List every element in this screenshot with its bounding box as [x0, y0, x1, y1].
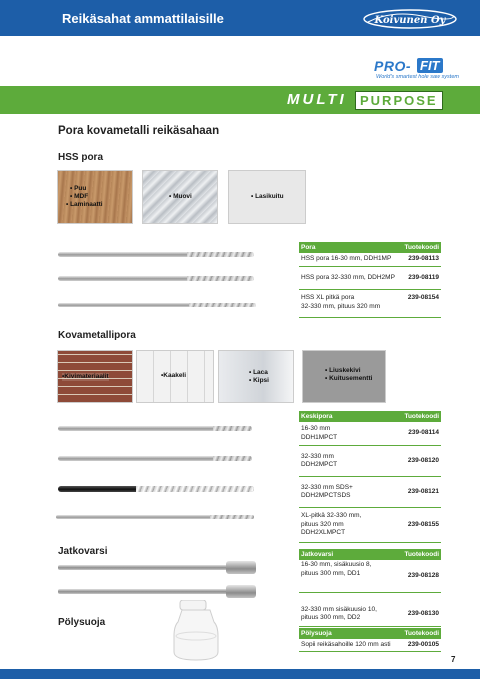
photo-label: • Kuitusementti	[325, 375, 373, 382]
page-title: Pora kovametalli reikäsahaan	[58, 125, 220, 137]
profit-fit: FIT	[417, 58, 443, 73]
row-code: 239-00105	[400, 639, 441, 652]
photo-label: • MDF	[70, 193, 89, 200]
row-code: 239-08119	[401, 267, 441, 290]
plastic-photo	[142, 170, 218, 224]
row-desc: Sopii reikäsahoille 120 mm asti	[299, 639, 400, 652]
photo-label: • Kipsi	[249, 377, 269, 384]
row-code: 239-08120	[388, 446, 441, 477]
hss-drill-bit	[58, 252, 254, 257]
table-row	[299, 593, 441, 627]
row-desc: 32-330 mm, pituus 320 mm	[301, 302, 381, 310]
table-row	[299, 290, 441, 318]
photo-label: •Kivimateriaalit	[62, 373, 109, 380]
table-row	[299, 560, 441, 593]
table-row	[299, 477, 441, 508]
footer-bar	[0, 669, 480, 679]
carbide-table	[299, 411, 441, 543]
hss-drill-bit	[58, 276, 254, 281]
brick-photo	[57, 350, 133, 403]
table-row	[299, 422, 441, 446]
dust-heading: Pölysuoja	[58, 617, 106, 628]
dust-shield-image	[168, 600, 224, 662]
profit-logo	[374, 58, 459, 82]
row-desc: 16-30 mm	[301, 425, 331, 432]
row-desc: pituus 300 mm, DD2	[301, 614, 361, 621]
photo-label: • Lasikuitu	[251, 193, 284, 200]
fiberglass-photo	[228, 170, 306, 224]
photo-label: • Muovi	[169, 193, 192, 200]
extension-rod	[58, 589, 254, 594]
tile-photo	[136, 350, 214, 403]
row-code: 239-08113	[401, 253, 441, 267]
row-desc: pituus 300 mm, DD1	[301, 569, 361, 577]
extension-rod	[58, 565, 254, 570]
wood-photo	[57, 170, 133, 224]
row-code: 239-08114	[388, 422, 441, 446]
row-desc: 16-30 mm, sisäkuusio 8,	[301, 561, 372, 568]
photo-label: • Puu	[70, 185, 87, 192]
table-row	[299, 508, 441, 543]
plaster-photo	[218, 350, 294, 403]
header-bar	[0, 0, 480, 36]
row-desc: 32-330 mm	[301, 452, 334, 460]
table-row	[299, 253, 441, 267]
row-code: 239-08121	[388, 477, 441, 508]
photo-label: • Laca	[249, 369, 268, 376]
col-header: Tuotekoodi	[401, 242, 441, 253]
row-desc: 32-330 mm sisäkuusio 10,	[301, 605, 377, 613]
sds-drill-bit	[58, 486, 254, 492]
multipurpose-band	[0, 86, 480, 114]
page-number: 7	[451, 655, 456, 664]
col-header: Tuotekoodi	[395, 549, 441, 560]
row-code: 239-08130	[395, 593, 441, 627]
col-header: Pora	[299, 242, 401, 253]
carbide-heading: Kovametallipora	[58, 330, 136, 341]
table-row	[299, 639, 441, 652]
xl-carbide-drill-bit	[56, 515, 254, 519]
profit-pro: PRO-	[374, 58, 411, 74]
band-purpose: PURPOSE	[355, 91, 443, 110]
dust-table	[299, 628, 441, 652]
col-header: Tuotekoodi	[400, 628, 441, 639]
row-desc: pituus 320 mm	[301, 520, 344, 528]
row-desc: DDH1MPCT	[301, 433, 338, 441]
row-desc: HSS XL pitkä pora	[301, 294, 355, 301]
row-code: 239-08154	[401, 290, 441, 318]
row-desc: 32-330 mm SDS+	[301, 483, 353, 491]
header-title: Reikäsahat ammattilaisille	[62, 11, 224, 26]
extension-heading: Jatkovarsi	[58, 546, 108, 557]
slate-photo	[302, 350, 386, 403]
photo-label: •Kaakeli	[161, 372, 187, 379]
band-multi: MULTI	[287, 91, 347, 108]
row-desc: HSS pora 16-30 mm, DDH1MP	[299, 253, 401, 267]
svg-text:Koivunen Oy: Koivunen Oy	[374, 15, 446, 26]
col-header: Tuotekoodi	[388, 411, 441, 422]
row-desc: DDH2MPCTSDS	[301, 492, 351, 499]
row-desc: DDH2XLMPCT	[301, 529, 346, 537]
hss-table	[299, 242, 441, 318]
col-header: Keskipora	[299, 411, 388, 422]
row-desc: DDH2MPCT	[301, 461, 338, 468]
photo-label: • Laminaatti	[66, 201, 103, 208]
hss-xl-drill-bit	[58, 303, 256, 307]
col-header: Pölysuoja	[299, 628, 400, 639]
carbide-drill-bit	[58, 456, 252, 461]
extension-table	[299, 549, 441, 627]
col-header: Jatkovarsi	[299, 549, 395, 560]
row-desc: XL-pitkä 32-330 mm,	[301, 512, 362, 520]
row-code: 239-08155	[388, 508, 441, 543]
row-desc: HSS pora 32-330 mm, DDH2MP	[299, 267, 401, 290]
profit-tagline: World's smartest hole saw system	[376, 74, 459, 80]
photo-label: • Liuskekivi	[325, 367, 361, 374]
hss-heading: HSS pora	[58, 152, 104, 163]
table-row	[299, 446, 441, 477]
row-code: 239-08128	[395, 560, 441, 593]
koivunen-logo	[362, 8, 458, 30]
table-row	[299, 267, 441, 290]
carbide-drill-bit	[58, 426, 252, 431]
